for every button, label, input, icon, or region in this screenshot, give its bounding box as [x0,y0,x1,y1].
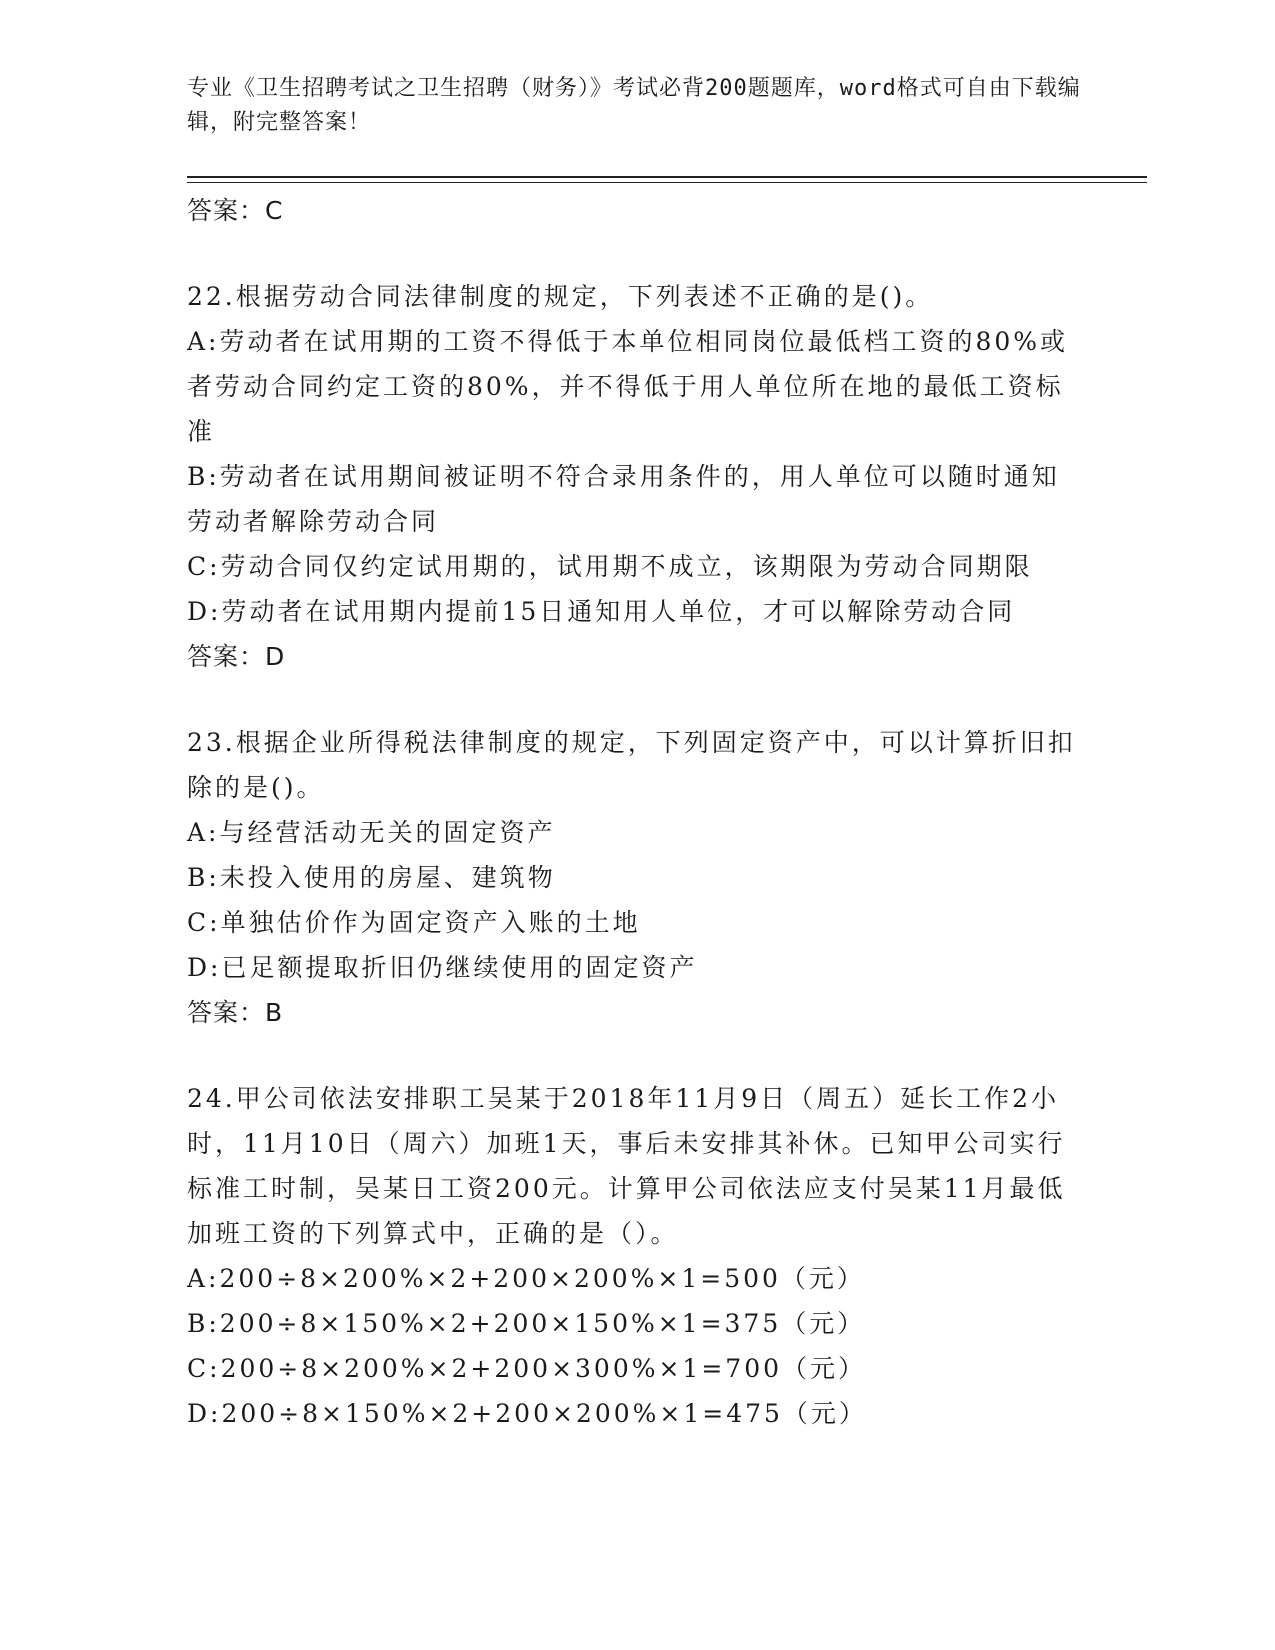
question-24-text: 24.甲公司依法安排职工吴某于2018年11月9日（周五）延长工作2小时，11月10日（周六）加班1天，事后未安排其补休。已知甲公司实行标准工时制，吴某日工资200元。计算甲公司依法应支付吴某11月最低加班工资的下列算式中，正确的是（）。 [187,1084,1066,1248]
header-divider-thin [187,182,1147,183]
option-letter: D: [187,597,222,626]
option-letter: A: [187,327,220,356]
question-22-option-c [187,544,1087,589]
option-letter: B: [187,1309,220,1338]
option-letter: C: [187,1354,221,1383]
option-letter: D: [187,953,222,982]
option-letter: B: [187,462,220,491]
option-text: 200÷8×200%×2+200×300%×1=700（元） [220,1354,867,1383]
question-24-option-c [187,1346,1087,1391]
option-letter: B: [187,863,220,892]
question-23-text: 23.根据企业所得税法律制度的规定，下列固定资产中，可以计算折旧扣除的是()。 [187,728,1076,802]
answer-21: 答案：C [187,196,284,225]
question-23-option-d [187,945,1087,990]
option-text: 200÷8×200%×2+200×200%×1=500（元） [219,1264,865,1293]
option-letter: A: [187,818,220,847]
option-letter: D: [187,1399,222,1428]
question-24-option-b [187,1301,1087,1346]
option-text: 劳动者在试用期间被证明不符合录用条件的，用人单位可以随时通知劳动者解除劳动合同 [187,462,1060,536]
question-24-option-a [187,1256,1087,1301]
question-23-option-b [187,855,1087,900]
option-text: 200÷8×150%×2+200×150%×1=375（元） [219,1309,866,1338]
option-text: 劳动者在试用期的工资不得低于本单位相同岗位最低档工资的80%或者劳动合同约定工资的80%，并不得低于用人单位所在地的最低工资标准 [187,327,1069,446]
document-body [187,188,1087,1436]
answer-22: 答案：D [187,642,286,671]
question-22-text: 22.根据劳动合同法律制度的规定，下列表述不正确的是()。 [187,282,934,311]
question-23-option-c [187,900,1087,945]
answer-23: 答案：B [187,998,284,1027]
option-text: 已足额提取折旧仍继续使用的固定资产 [221,953,698,982]
question-23-option-a [187,810,1087,855]
option-text: 与经营活动无关的固定资产 [219,818,556,847]
option-letter: A: [187,1264,220,1293]
header-divider [187,176,1147,178]
document-header: 专业《卫生招聘考试之卫生招聘（财务）》考试必背200题题库，word格式可自由下载编辑，附完整答案！ [187,76,1081,135]
option-letter: C: [187,908,221,937]
question-24-option-d [187,1391,1087,1436]
option-text: 单独估价作为固定资产入账的土地 [220,908,641,937]
question-22-option-b [187,454,1087,544]
question-22-option-d [187,589,1087,634]
option-text: 劳动合同仅约定试用期的，试用期不成立，该期限为劳动合同期限 [220,552,1033,581]
option-text: 200÷8×150%×2+200×200%×1=475（元） [221,1399,867,1428]
option-letter: C: [187,552,221,581]
option-text: 劳动者在试用期内提前15日通知用人单位，才可以解除劳动合同 [221,597,1016,626]
option-text: 未投入使用的房屋、建筑物 [219,863,556,892]
question-22-option-a [187,319,1087,454]
